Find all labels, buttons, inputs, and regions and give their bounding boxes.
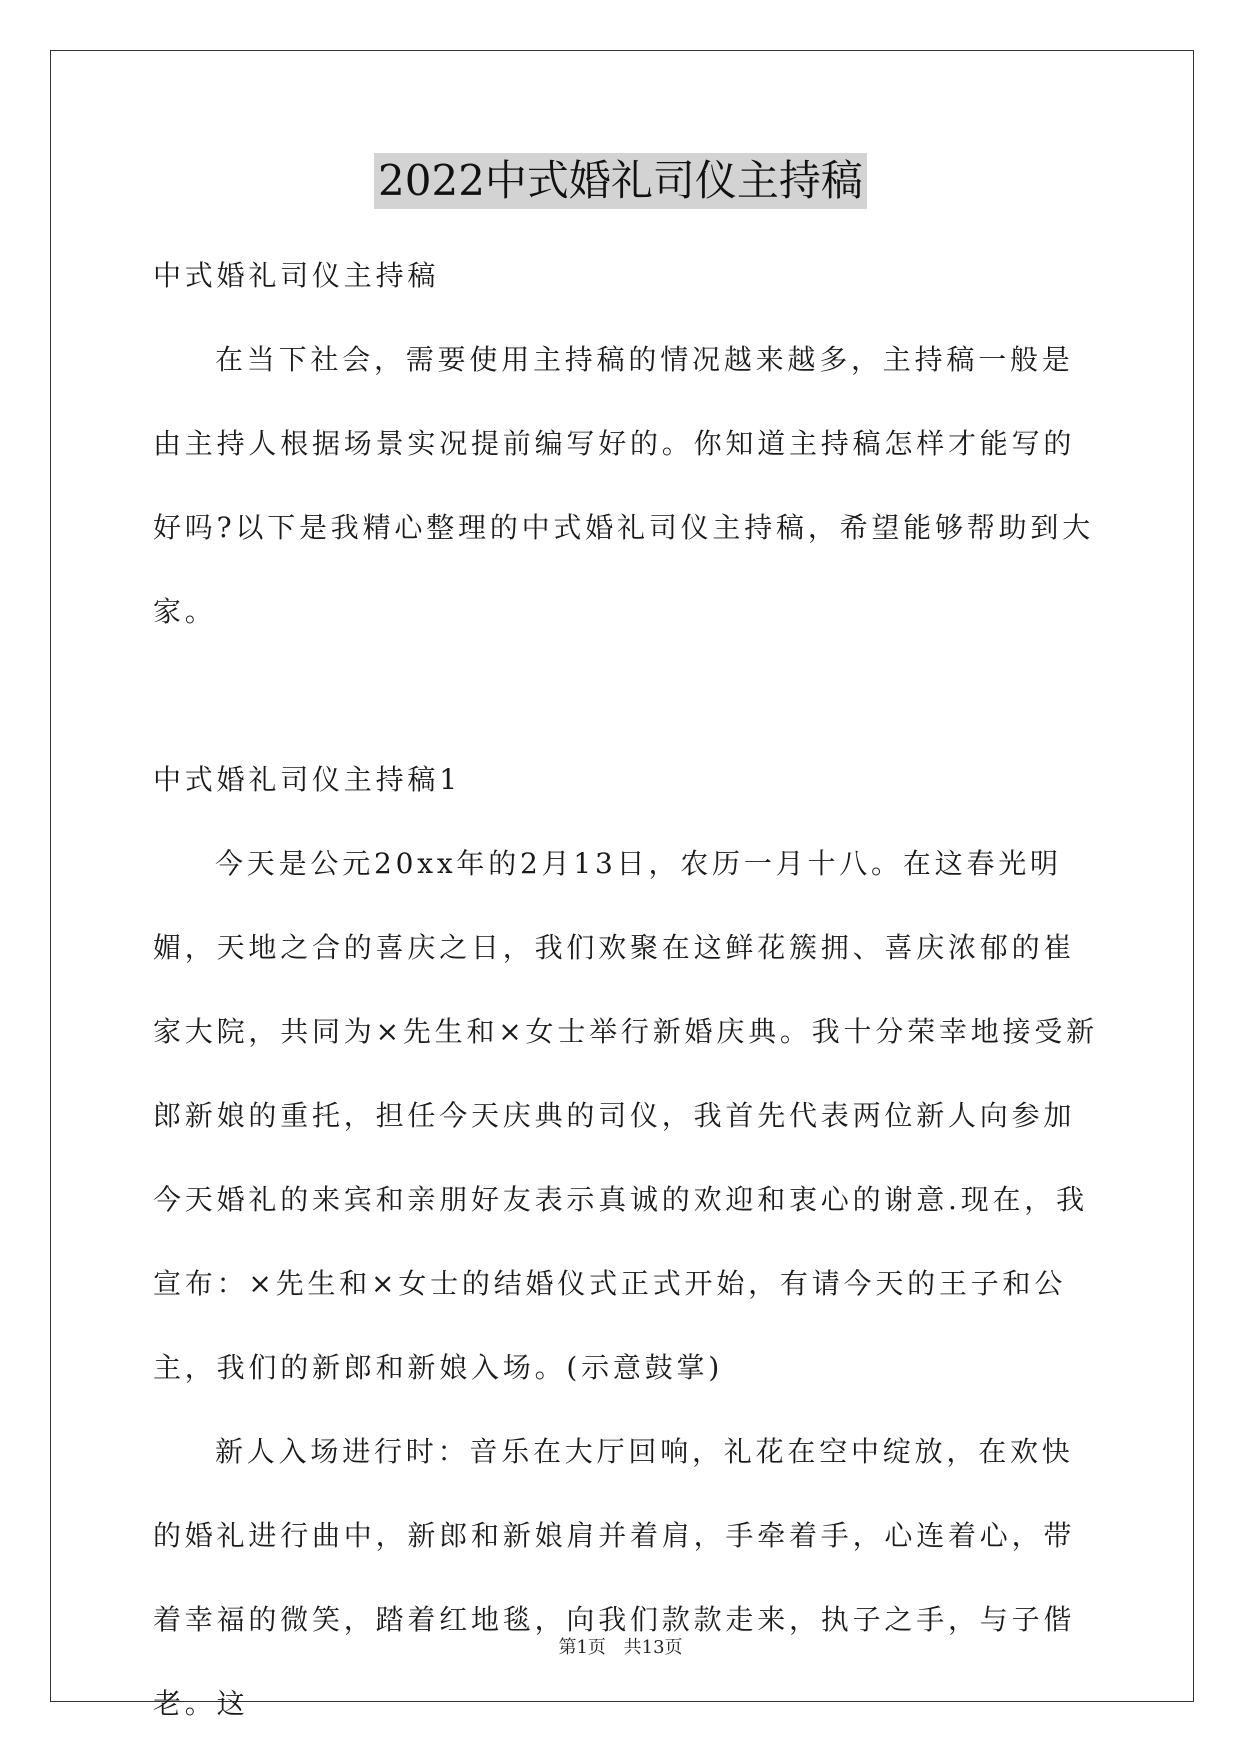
document-heading: 中式婚礼司仪主持稿 [153,259,440,292]
page-footer [0,1636,1241,1660]
document-title: 2022中式婚礼司仪主持稿 [374,153,867,209]
body-paragraph: 新人入场进行时：音乐在大厅回响，礼花在空中绽放，在欢快的婚礼进行曲中，新郎和新娘肩并着肩，手牵着手，心连着心，带着幸福的微笑，踏着红地毯，向我们款款走来，执子之手，与子偕老。这 [153,1435,1076,1720]
body-paragraph: 今天是公元20xx年的2月13日，农历一月十八。在这春光明媚，天地之合的喜庆之日，我们欢聚在这鲜花簇拥、喜庆浓郁的崔家大院，共同为×先生和×女士举行新婚庆典。我十分荣幸地接受新郎新娘的重托，担任今天庆典的司仪，我首先代表两位新人向参加今天婚礼的来宾和亲朋好友表示真诚的欢迎和衷心的谢意.现在，我宣布：×先生和×女士的结婚仪式正式开始，有请今天的王子和公主，我们的新郎和新娘入场。(示意鼓掌) [153,847,1098,1384]
title-container [0,153,1241,209]
document-body [153,234,1098,1746]
page-number: 第1页 [558,1637,606,1658]
page-total: 共13页 [623,1637,683,1658]
spacer [153,654,1098,738]
section-heading: 中式婚礼司仪主持稿1 [153,763,461,796]
intro-paragraph: 在当下社会，需要使用主持稿的情况越来越多，主持稿一般是由主持人根据场景实况提前编写好的。你知道主持稿怎样才能写的好吗?以下是我精心整理的中式婚礼司仪主持稿，希望能够帮助到大家。 [153,343,1095,628]
